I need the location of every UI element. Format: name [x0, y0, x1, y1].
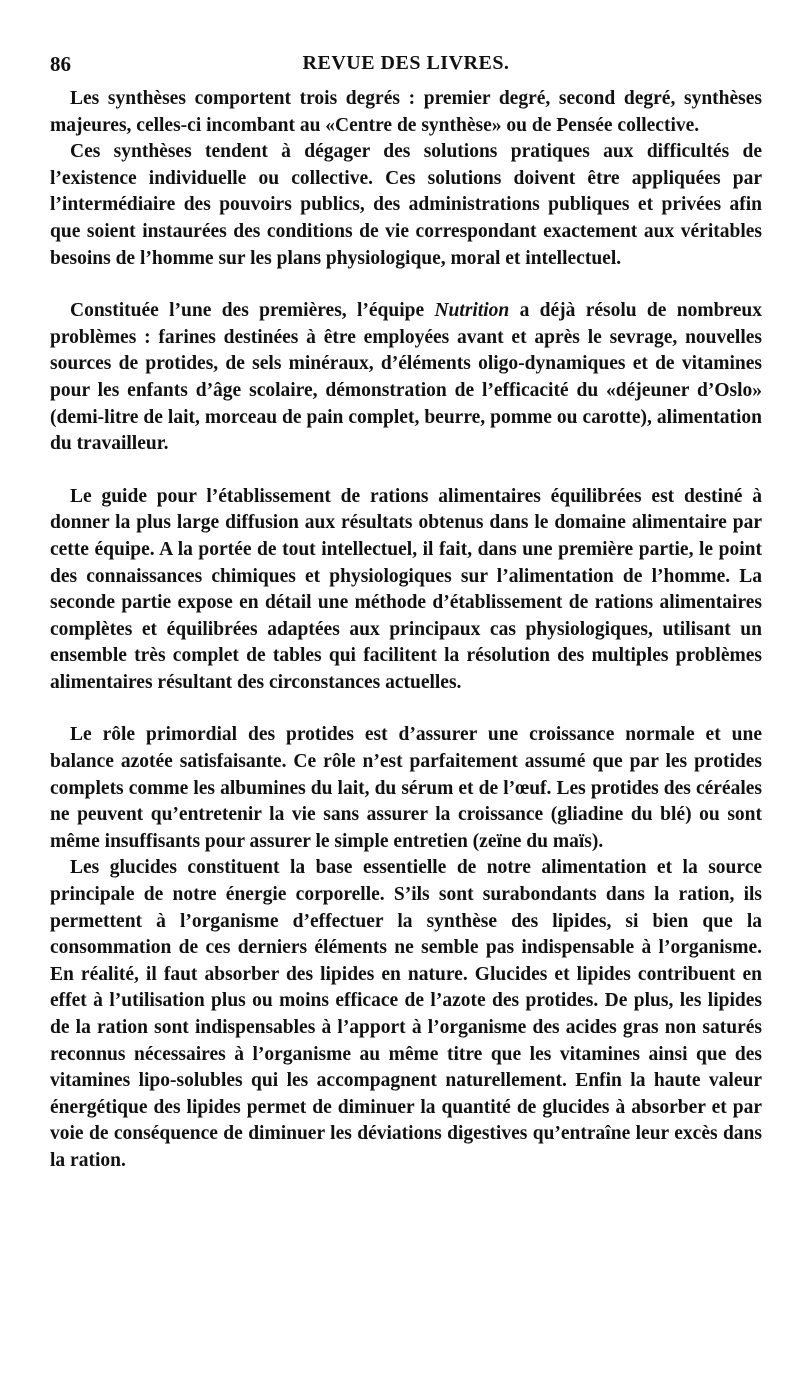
paragraph-synthesis-degrees: Les synthèses comportent trois degrés : premier degré, second degré, synthèses majeures, celles-ci incombant au «Centre de synthèse» ou de Pensée collective. — [50, 88, 762, 136]
paragraph-nutrition-team — [50, 298, 762, 458]
paragraph-protides: Le rôle primordial des protides est d’assurer une croissance normale et une balance azotée satisfaisante. Ce rôle n’est parfaitement assumé que par les protides complets comme les albumines du lait, du sérum et de l’œuf. Les protides des céréales ne peuvent qu’entretenir la vie sans assurer la croissance (gliadine du blé) ou sont même insuffisants pour assurer le simple entretien (zeïne du maïs). — [50, 724, 762, 852]
paragraph-guide: Le guide pour l’établissement de rations alimentaires équilibrées est destiné à donner la plus large diffusion aux résultats obtenus dans le domaine alimentaire par cette équipe. A la portée de tout intellectuel, il fait, dans une première partie, le point des connaissances chimiques et physiologiques sur l’alimentation de l’homme. La seconde partie expose en détail une méthode d’établissement de rations alimentaires complètes et équilibrées adaptées aux principaux cas physiologiques, utilisant un ensemble très complet de tables qui facilitent la résolution des multiples problèmes alimentaires résultant des circonstances actuelles. — [50, 485, 762, 693]
page-header — [50, 52, 762, 86]
nutrition-text-before: Constituée l’une des premières, l’équipe — [70, 300, 435, 322]
paragraph-gap — [50, 458, 762, 484]
paragraph-synthesis-solutions: Ces synthèses tendent à dégager des solutions pratiques aux difficultés de l’existence individuelle ou collective. Ces solutions doivent être appliquées par l’intermédiaire des pouvoirs publics, des administrations publiques et privées afin que soient instaurées des conditions de vie correspondant exactement aux véritables besoins de l’homme sur les plans physiologique, moral et intellectuel. — [50, 141, 762, 269]
page — [50, 52, 762, 1175]
running-title: REVUE DES LIVRES. — [302, 52, 510, 74]
paragraph-gap — [50, 696, 762, 722]
paragraph-glucides-lipides: Les glucides constituent la base essentielle de notre alimentation et la source principale de notre énergie corporelle. S’ils sont surabondants dans la ration, ils permettent à l’organisme d’effectuer la synthèse des lipides, si bien que la consommation de ces derniers éléments ne semble pas indispensable à l’organisme. En réalité, il faut absorber des lipides en nature. Glucides et lipides contribuent en effet à l’utilisation plus ou moins efficace de l’azote des protides. De plus, les lipides de la ration sont indispensables à l’apport à l’organisme des acides gras non saturés reconnus nécessaires à l’organisme au même titre que les vitamines ainsi que des vitamines lipo-solubles qui les accompagnent naturellement. Enfin la haute valeur énergétique des lipides permet de diminuer la quantité de glucides à absorber et par voie de conséquence de diminuer les déviations digestives qu’entraîne leur excès dans la ration. — [50, 857, 762, 1171]
paragraph-gap — [50, 272, 762, 298]
nutrition-team-name: Nutrition — [434, 300, 510, 322]
nutrition-text-after: a déjà résolu de nombreux problèmes : farines destinées à être employées avant et après le sevrage, nouvelles sources de protides, de sels minéraux, d’éléments oligo-dynamiques et de vitamines pour les enfants d’âge scolaire, démonstration de l’efficacité du «déjeuner d’Oslo» (demi-litre de lait, morceau de pain complet, beurre, pomme ou carotte), alimentation du travailleur. — [50, 300, 762, 455]
page-number: 86 — [50, 52, 71, 76]
